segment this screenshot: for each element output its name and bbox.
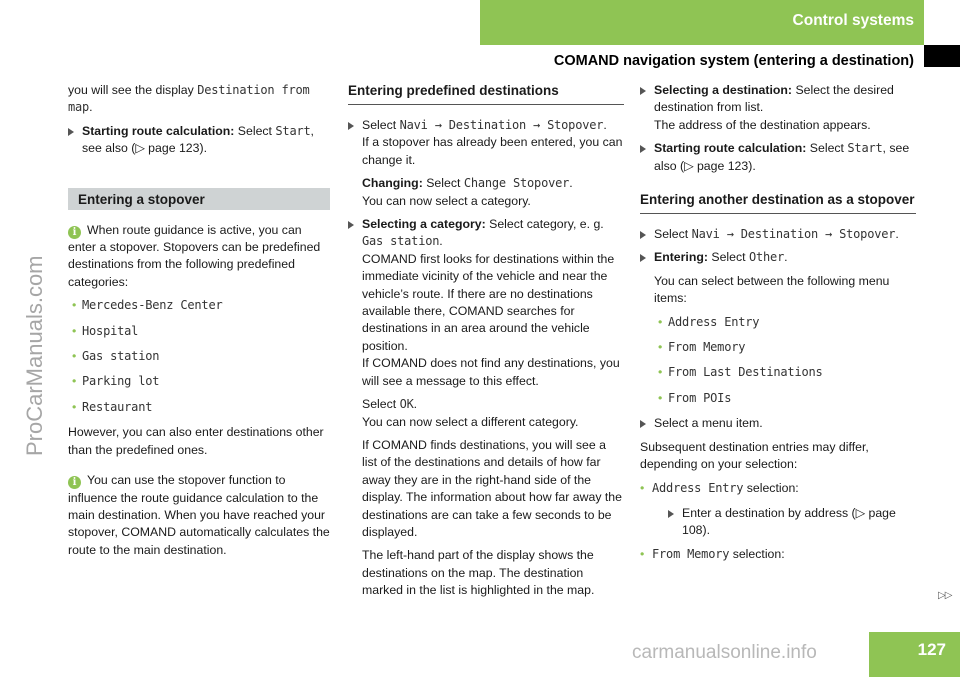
page-number: 127 [917, 640, 946, 659]
step-arrow-icon [640, 254, 646, 262]
list-item: • Hospital [72, 323, 139, 338]
paragraph: Select OK. You can now select a different category. [362, 397, 579, 429]
list-item: • From Last Destinations [658, 365, 823, 380]
step-entering: Entering: Select Other. [640, 249, 916, 266]
list-item: • Restaurant [72, 399, 153, 414]
step-select-stopover: Select Navi → Destination → Stopover. If a stopover has already been entered, you can change it. [348, 117, 624, 169]
step-arrow-icon [640, 231, 646, 239]
step-arrow-icon [668, 510, 674, 518]
info-note-1: i When route guidance is active, you can enter a stopover. Stopovers can be predefined destinations from the following predefined categories: [68, 222, 321, 289]
column-3 [640, 82, 916, 571]
step-select-stopover: Select Navi → Destination → Stopover. [640, 226, 916, 243]
side-watermark: ProCarManuals.com [22, 255, 47, 456]
header-marker [924, 45, 960, 67]
list-item: • Parking lot [72, 374, 160, 389]
step-select-destination: Selecting a destination: Select the desired destination from list. The address of the destination appears. [640, 82, 916, 134]
step-arrow-icon [348, 122, 354, 130]
list-item: • From Memory selection: [640, 546, 785, 561]
step-arrow-icon [640, 145, 646, 153]
page-subtitle: COMAND navigation system (entering a destination) [553, 53, 914, 69]
paragraph: You can select between the following menu items: [654, 273, 890, 306]
step-select-category: Selecting a category: Select category, e. g. Gas station. COMAND first looks for destinations within the immediate vicinity of the vehicle and near the vehicle’s route. If there are no destinations available there, COMAND searches for destinations in an area around the vehicle position. If COMAND does not find any destinations, you will see a message to this effect. [348, 216, 624, 390]
section-heading: Entering a stopover [68, 188, 330, 210]
list-item: • Address Entry selection: [640, 480, 799, 495]
section-title: Control systems [792, 12, 914, 29]
info-note-2: i You can use the stopover function to influence the route guidance calculation to the main destination. When you have reached your stopover, COMAND automatically calculates the route to the main destination. [68, 473, 330, 557]
list-item: • Mercedes-Benz Center [72, 298, 223, 313]
step-select-menu-item: Select a menu item. [640, 415, 916, 432]
step-arrow-icon [68, 128, 74, 136]
page-number-tab [869, 632, 960, 677]
step-arrow-icon [348, 221, 354, 229]
list-item: • From Memory [658, 340, 746, 355]
step-arrow-icon [640, 87, 646, 95]
list-item: • From POIs [658, 390, 732, 405]
step-enter-address: Enter a destination by address (▷ page 108). [668, 505, 916, 540]
intro-text: you will see the display Destination from map. [68, 83, 310, 115]
paragraph: Subsequent destination entries may differ, depending on your selection: [640, 439, 869, 472]
step-start-route: Starting route calculation: Select Start, see also (▷ page 123). [68, 123, 330, 158]
section-heading: Entering predefined destinations [348, 82, 624, 105]
step-start-route: Starting route calculation: Select Start, see also (▷ page 123). [640, 140, 916, 175]
paragraph: Changing: Select Change Stopover. You can now select a category. [362, 176, 573, 208]
footer-watermark: carmanualsonline.info [632, 642, 817, 663]
step-arrow-icon [640, 420, 646, 428]
list-item: • Address Entry [658, 314, 760, 329]
column-2 [348, 82, 624, 606]
info-icon: i [68, 226, 81, 239]
section-tab [480, 0, 924, 45]
continue-icon: ▷▷ [938, 590, 952, 601]
info-icon: i [68, 476, 81, 489]
section-heading: Entering another destination as a stopover [640, 191, 916, 214]
paragraph: However, you can also enter destinations other than the predefined ones. [68, 425, 324, 457]
paragraph: The left-hand part of the display shows the destinations on the map. The destination marked in the list is highlighted in the map. [362, 548, 595, 598]
column-1 [68, 82, 330, 565]
list-item: • Gas station [72, 349, 160, 364]
paragraph: If COMAND finds destinations, you will see a list of the destinations and details of how far away they are in the right-hand side of the display. The information about how far away the destinations are can take a few seconds to be displayed. [362, 437, 622, 539]
